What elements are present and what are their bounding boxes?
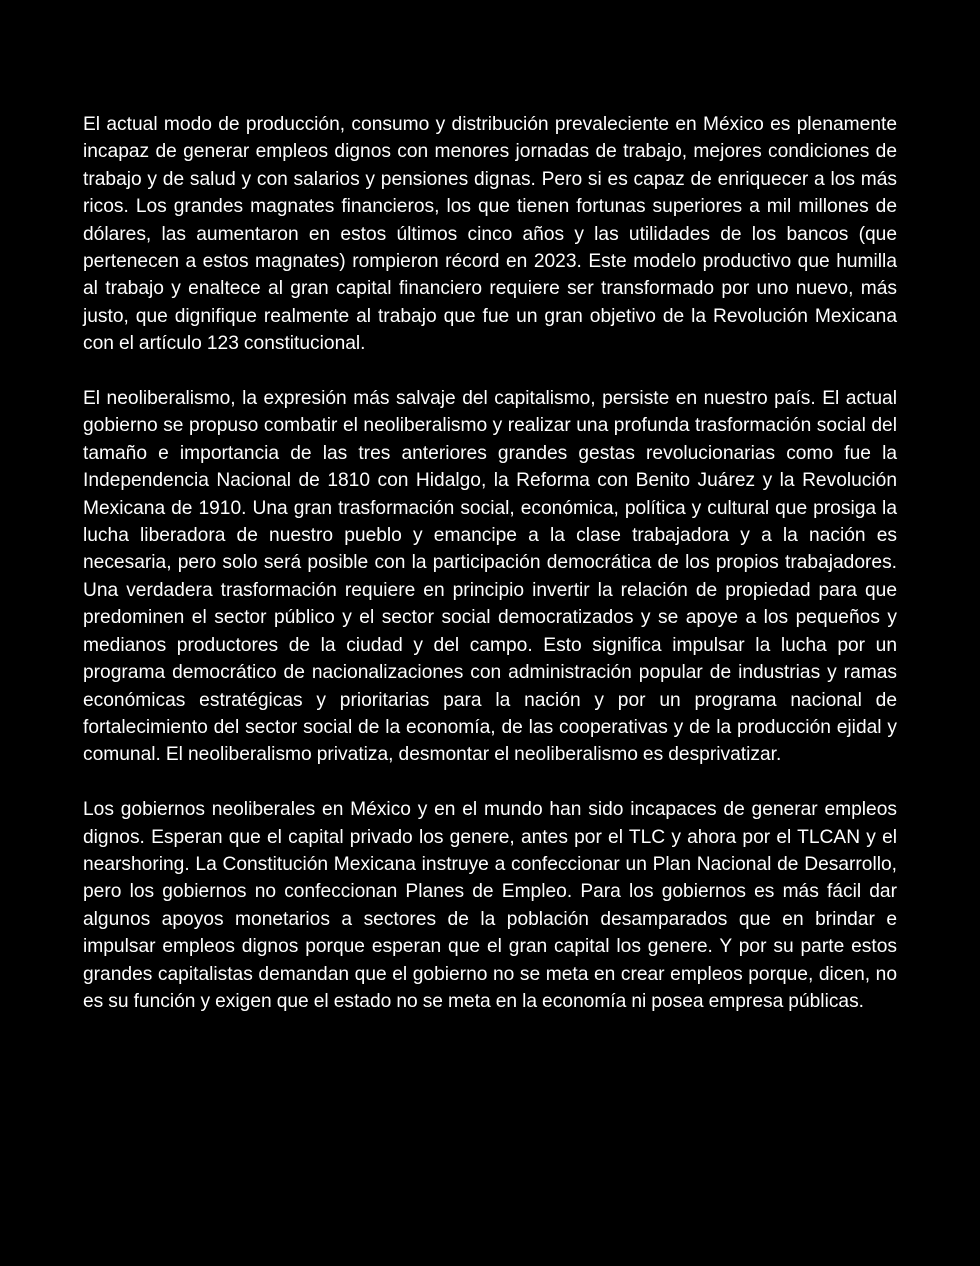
paragraph-neoliberalism: El neoliberalismo, la expresión más salvaje del capitalismo, persiste en nuestro país. El actual gobierno se propuso combatir el neoliberalismo y realizar una profunda trasformación social del tamaño e importancia de las tres anteriores grandes gestas revolucionarias como fue la Independencia Nacional de 1810 con Hidalgo, la Reforma con Benito Juárez y la Revolución Mexicana de 1910. Una gran trasformación social, económica, política y cultural que prosiga la lucha liberadora de nuestro pueblo y emancipe a la clase trabajadora y a la nación es necesaria, pero solo será posible con la participación democrática de los propios trabajadores. Una verdadera trasformación requiere en principio invertir la relación de propiedad para que predominen el sector público y el sector social democratizados y se apoye a los pequeños y medianos productores de la ciudad y del campo. Esto significa impulsar la lucha por un programa democrático de nacionalizaciones con administración popular de industrias y ramas económicas estratégicas y prioritarias para la nación y por un programa nacional de fortalecimiento del sector social de la economía, de las cooperativas y de la producción ejidal y comunal. El neoliberalismo privatiza, desmontar el neoliberalismo es desprivatizar. xyxy=(83,388,897,766)
paragraph-production-model: El actual modo de producción, consumo y distribución prevaleciente en México es plenamente incapaz de generar empleos dignos con menores jornadas de trabajo, mejores condiciones de trabajo y de salud y con salarios y pensiones dignas. Pero si es capaz de enriquecer a los más ricos. Los grandes magnates financieros, los que tienen fortunas superiores a mil millones de dólares, las aumentaron en estos últimos cinco años y las utilidades de los bancos (que pertenecen a estos magnates) rompieron récord en 2023. Este modelo productivo que humilla al trabajo y enaltece al gran capital financiero requiere ser transformado por uno nuevo, más justo, que dignifique realmente al trabajo que fue un gran objetivo de la Revolución Mexicana con el artículo 123 constitucional. xyxy=(83,114,897,355)
document-body xyxy=(83,111,897,1015)
paragraph-employment: Los gobiernos neoliberales en México y en el mundo han sido incapaces de generar empleos dignos. Esperan que el capital privado los genere, antes por el TLC y ahora por el TLCAN y el nearshoring. La Constitución Mexicana instruye a confeccionar un Plan Nacional de Desarrollo, pero los gobiernos no confeccionan Planes de Empleo. Para los gobiernos es más fácil dar algunos apoyos monetarios a sectores de la población desamparados que en brindar e impulsar empleos dignos porque esperan que el gran capital los genere. Y por su parte estos grandes capitalistas demandan que el gobierno no se meta en crear empleos porque, dicen, no es su función y exigen que el estado no se meta en la economía ni posea empresa públicas. xyxy=(83,799,897,1012)
